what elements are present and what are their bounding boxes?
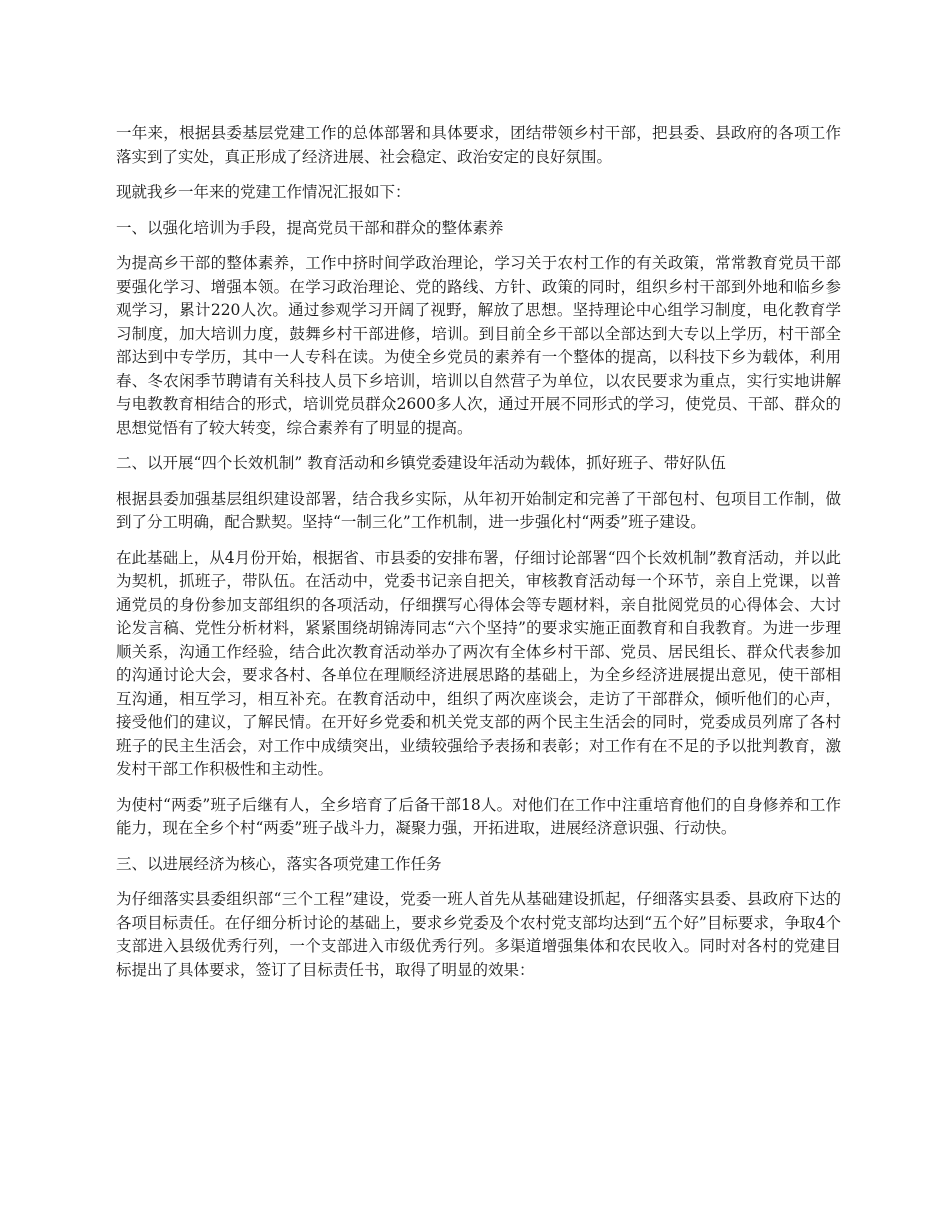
section-heading-3: 三、以进展经济为核心，落实各项党建工作任务 <box>116 854 442 873</box>
document-body <box>116 122 841 994</box>
section-2-paragraph-2: 在此基础上，从4月份开始，根据省、市县委的安排布署，仔细讨论部署“四个长效机制”教育活动，并以此为契机，抓班子，带队伍。在活动中，党委书记亲自把关，审核教育活动每一个环节，亲自上党课，以普通党员的身份参加支部组织的各项活动，仔细撰写心得体会等专题材料，亲自批阅党员的心得体会、大讨论发言稿、党性分析材料，紧紧围绕胡锦涛同志“六个坚持”的要求实施正面教育和自我教育。为进一步理顺关系，沟通工作经验，结合此次教育活动举办了两次有全体乡村干部、党员、居民组长、群众代表参加的沟通讨论大会，要求各村、各单位在理顺经济进展思路的基础上，为全乡经济进展提出意见，使干部相互沟通，相互学习，相互补充。在教育活动中，组织了两次座谈会，走访了干部群众，倾听他们的心声，接受他们的建议，了解民情。在开好乡党委和机关党支部的两个民主生活会的同时，党委成员列席了各村班子的民主生活会，对工作中成绩突出，业绩较强给予表扬和表彰；对工作有在不足的予以批判教育，激发村干部工作积极性和主动性。 <box>116 548 841 778</box>
section-2-paragraph-3: 为使村“两委”班子后继有人，全乡培育了后备干部18人。对他们在工作中注重培育他们的自身修养和工作能力，现在全乡个村“两委”班子战斗力，凝聚力强，开拓进取，进展经济意识强、行动快。 <box>116 795 841 837</box>
section-heading-2: 二、以开展“四个长效机制” 教育活动和乡镇党委建设年活动为载体，抓好班子、带好队伍 <box>116 454 726 472</box>
section-1-paragraph: 为提高乡干部的整体素养，工作中挤时间学政治理论，学习关于农村工作的有关政策，常常教育党员干部要强化学习、增强本领。在学习政治理论、党的路线、方针、政策的同时，组织乡村干部到外地和临乡参观学习，累计220人次。通过参观学习开阔了视野，解放了思想。坚持理论中心组学习制度，电化教育学习制度，加大培训力度，鼓舞乡村干部进修，培训。到目前全乡干部以全部达到大专以上学历，村干部全部达到中专学历，其中一人专科在读。为使全乡党员的素养有一个整体的提高，以科技下乡为载体，利用春、冬农闲季节聘请有关科技人员下乡培训，培训以自然营子为单位，以农民要求为重点，实行实地讲解与电教教育相结合的形式，培训党员群众2600多人次，通过开展不同形式的学习，使党员、干部、群众的思想觉悟有了较大转变，综合素养有了明显的提高。 <box>116 254 841 437</box>
section-3-paragraph: 为仔细落实县委组织部“三个工程”建设，党委一班人首先从基础建设抓起，仔细落实县委、县政府下达的各项目标责任。在仔细分析讨论的基础上，要求乡党委及个农村党支部均达到“五个好”目标要求，争取4个支部进入县级优秀行列，一个支部进入市级优秀行列。多渠道增强集体和农民收入。同时对各村的党建目标提出了具体要求，签订了目标责任书，取得了明显的效果： <box>116 890 841 979</box>
intro-paragraph: 一年来，根据县委基层党建工作的总体部署和具体要求，团结带领乡村干部，把县委、县政府的各项工作落实到了实处，真正形成了经济进展、社会稳定、政治安定的良好氛围。 <box>116 124 841 166</box>
report-lead-paragraph: 现就我乡一年来的党建工作情况汇报如下： <box>116 183 411 201</box>
section-2-paragraph-1: 根据县委加强基层组织建设部署，结合我乡实际，从年初开始制定和完善了干部包村、包项目工作制，做到了分工明确，配合默契。坚持“一制三化”工作机制，进一步强化村“两委”班子建设。 <box>116 489 841 531</box>
section-heading-1: 一、以强化培训为手段，提高党员干部和群众的整体素养 <box>116 218 504 237</box>
